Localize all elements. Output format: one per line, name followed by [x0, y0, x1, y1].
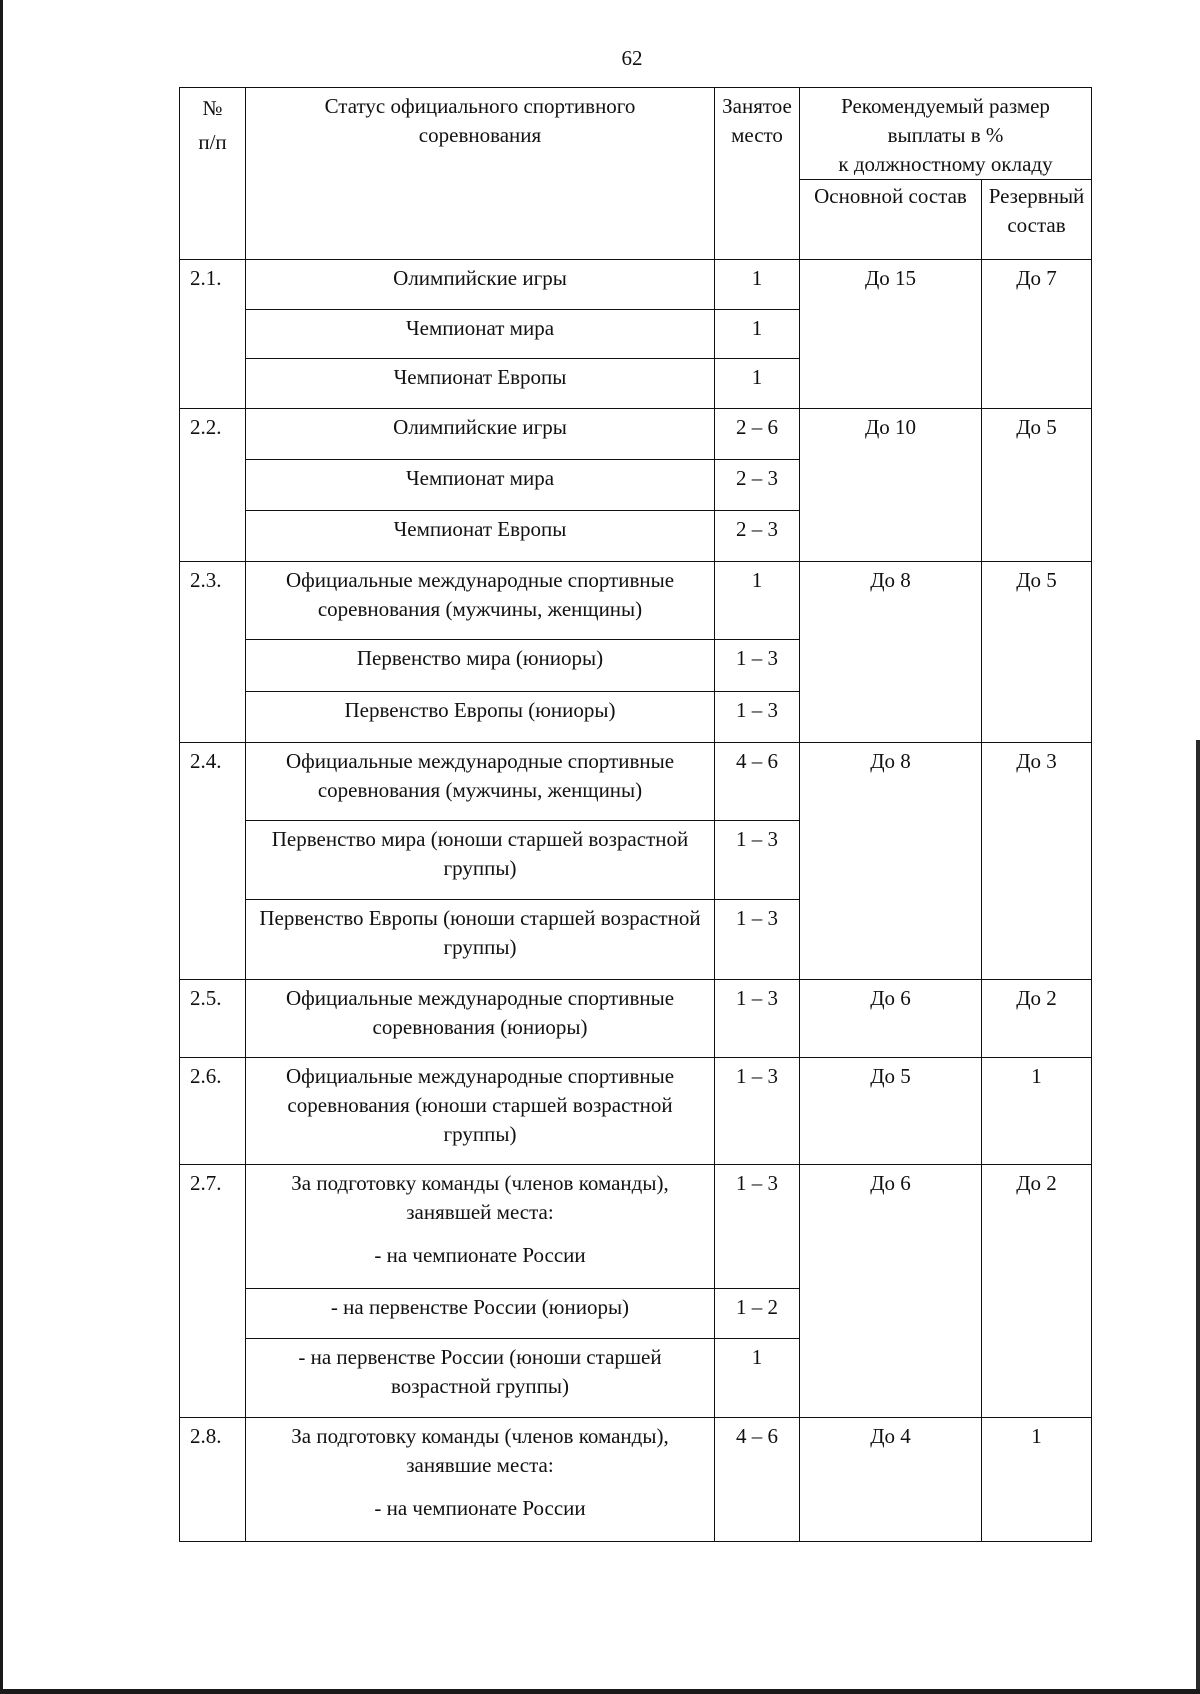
table-row — [180, 260, 1092, 310]
status-cell: Первенство Европы (юниоры) — [246, 692, 715, 743]
place-cell: 4 – 6 — [715, 743, 800, 821]
status-cell: Первенство мира (юниоры) — [246, 640, 715, 692]
header-place: Занятое место — [715, 88, 800, 260]
place-cell: 1 – 3 — [715, 1165, 800, 1289]
table-row — [180, 409, 1092, 460]
reserve-team-value: До 5 — [982, 409, 1092, 562]
place-cell: 2 – 3 — [715, 511, 800, 562]
place-cell: 1 – 3 — [715, 692, 800, 743]
table-row — [180, 743, 1092, 821]
place-cell: 1 – 3 — [715, 821, 800, 900]
header-main-team: Основной состав — [800, 180, 982, 260]
header-payment-title: Рекомендуемый размер выплаты в % — [841, 94, 1050, 147]
place-cell: 1 — [715, 562, 800, 640]
main-team-value: До 6 — [800, 980, 982, 1058]
status-intro: За подготовку команды (членов команды), занявшие места: — [291, 1424, 669, 1477]
table-row — [180, 1418, 1092, 1542]
main-team-value: До 8 — [800, 743, 982, 980]
status-cell: - на первенстве России (юноши старшей возрастной группы) — [246, 1339, 715, 1418]
section-number: 2.7. — [180, 1165, 246, 1418]
section-number: 2.8. — [180, 1418, 246, 1542]
status-cell: Официальные международные спортивные соревнования (мужчины, женщины) — [246, 562, 715, 640]
status-cell: - на первенстве России (юниоры) — [246, 1289, 715, 1339]
reserve-team-value: До 3 — [982, 743, 1092, 980]
header-row — [180, 88, 1092, 180]
status-cell: Официальные международные спортивные соревнования (юноши старшей возрастной группы) — [246, 1058, 715, 1165]
header-num-cell — [180, 88, 246, 260]
place-cell: 1 — [715, 310, 800, 359]
status-cell: Первенство Европы (юноши старшей возрастной группы) — [246, 900, 715, 980]
status-cell: Официальные международные спортивные соревнования (мужчины, женщины) — [246, 743, 715, 821]
section-number: 2.2. — [180, 409, 246, 562]
reserve-team-value: До 5 — [982, 562, 1092, 743]
status-cell — [246, 1165, 715, 1289]
award-table — [179, 87, 1092, 1542]
status-cell — [246, 1418, 715, 1542]
header-num-line1: № — [202, 96, 223, 120]
main-team-value: До 8 — [800, 562, 982, 743]
section-number: 2.4. — [180, 743, 246, 980]
section-number: 2.1. — [180, 260, 246, 409]
status-cell: Олимпийские игры — [246, 260, 715, 310]
status-cell: Чемпионат мира — [246, 310, 715, 359]
table-row — [180, 1165, 1092, 1289]
section-number: 2.6. — [180, 1058, 246, 1165]
place-cell: 1 – 3 — [715, 1058, 800, 1165]
reserve-team-value: 1 — [982, 1058, 1092, 1165]
main-team-value: До 6 — [800, 1165, 982, 1418]
reserve-team-value: До 2 — [982, 980, 1092, 1058]
status-cell: Официальные международные спортивные соревнования (юниоры) — [246, 980, 715, 1058]
status-sub-item: - на чемпионате России — [374, 1496, 586, 1520]
place-cell: 1 – 3 — [715, 980, 800, 1058]
header-payment-cell — [800, 88, 1092, 180]
main-team-value: До 5 — [800, 1058, 982, 1165]
place-cell: 1 – 3 — [715, 900, 800, 980]
place-cell: 1 — [715, 1339, 800, 1418]
place-cell: 1 — [715, 359, 800, 409]
header-reserve-team: Резервный состав — [982, 180, 1092, 260]
place-cell: 1 – 3 — [715, 640, 800, 692]
scan-edge-left — [0, 0, 3, 1694]
status-intro: За подготовку команды (членов команды), занявшей места: — [291, 1171, 669, 1224]
main-team-value: До 15 — [800, 260, 982, 409]
reserve-team-value: 1 — [982, 1418, 1092, 1542]
main-team-value: До 4 — [800, 1418, 982, 1542]
status-cell: Первенство мира (юноши старшей возрастной группы) — [246, 821, 715, 900]
status-sub-item: - на чемпионате России — [374, 1243, 586, 1267]
status-cell: Олимпийские игры — [246, 409, 715, 460]
header-payment-sub: к должностному окладу — [838, 152, 1053, 176]
place-cell: 2 – 6 — [715, 409, 800, 460]
header-status: Статус официального спортивного соревнования — [246, 88, 715, 260]
status-cell: Чемпионат Европы — [246, 511, 715, 562]
table-row — [180, 562, 1092, 640]
status-cell: Чемпионат Европы — [246, 359, 715, 409]
page-number: 62 — [621, 46, 643, 70]
reserve-team-value: До 2 — [982, 1165, 1092, 1418]
section-number: 2.3. — [180, 562, 246, 743]
status-cell: Чемпионат мира — [246, 460, 715, 511]
reserve-team-value: До 7 — [982, 260, 1092, 409]
main-team-value: До 10 — [800, 409, 982, 562]
scan-edge-bottom — [0, 1689, 1200, 1694]
place-cell: 1 — [715, 260, 800, 310]
section-number: 2.5. — [180, 980, 246, 1058]
scan-edge-right — [1196, 740, 1200, 1694]
place-cell: 2 – 3 — [715, 460, 800, 511]
table-row — [180, 1058, 1092, 1165]
place-cell: 1 – 2 — [715, 1289, 800, 1339]
header-num-line2: п/п — [198, 130, 227, 154]
table-row — [180, 980, 1092, 1058]
place-cell: 4 – 6 — [715, 1418, 800, 1542]
